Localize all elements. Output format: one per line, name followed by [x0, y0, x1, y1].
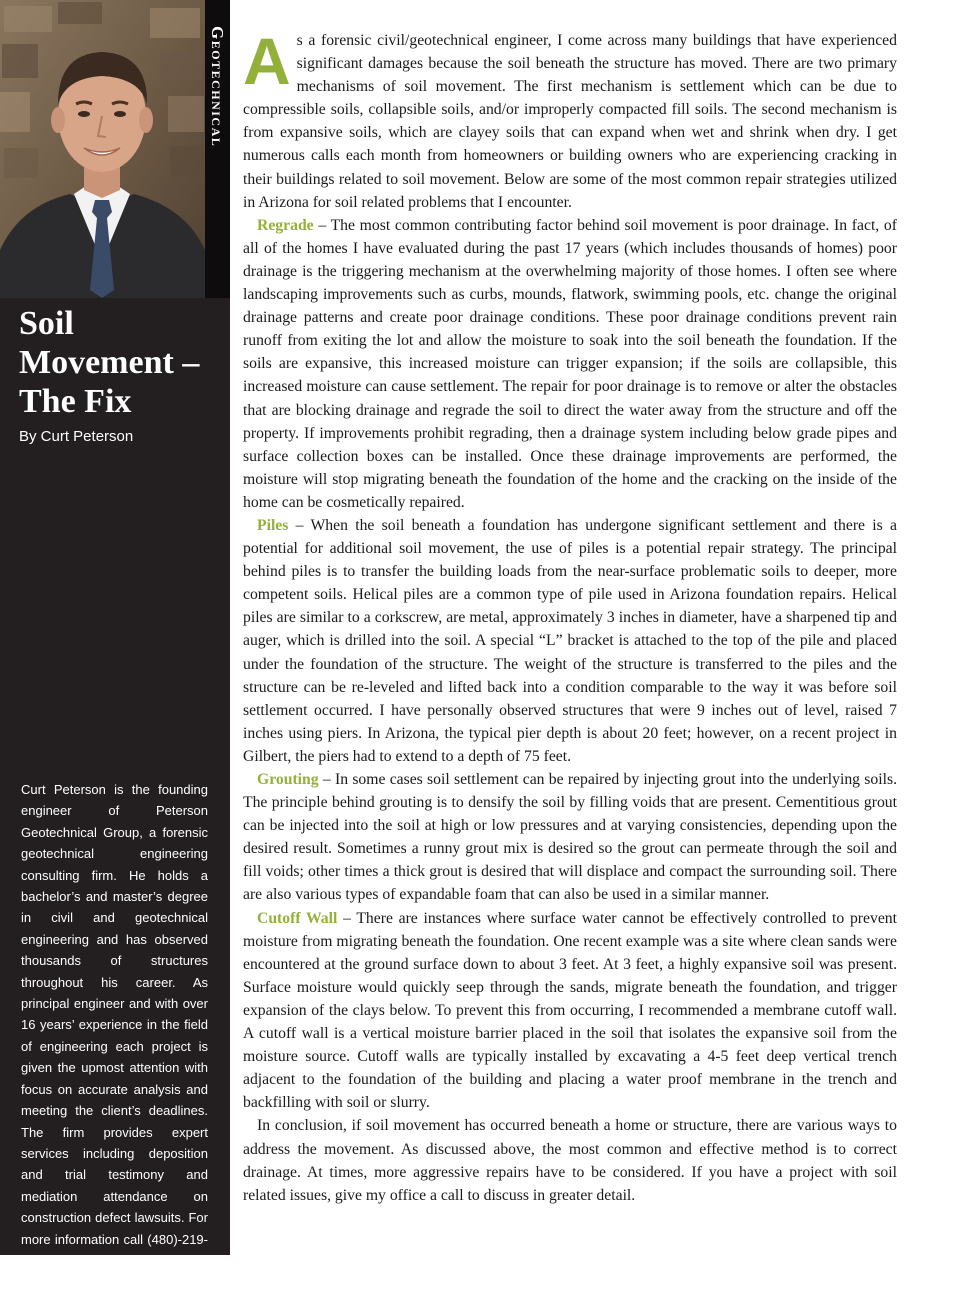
section-label: Geotechnical: [208, 26, 227, 148]
section-cutoff-wall: [243, 907, 897, 1115]
section-heading: Grouting: [257, 771, 319, 788]
conclusion-paragraph: [243, 1114, 897, 1206]
conclusion-text: In conclusion, if soil movement has occurred beneath a home or structure, there are various ways to address the movement. As discussed above, the most common and effective method is to correct drainage. At times, more aggressive repairs have to be considered. If you have a project with soil related issues, give my office a call to discuss in greater detail.: [243, 1117, 897, 1204]
sidebar: [0, 0, 230, 1290]
section-text: – There are instances where surface water cannot be effectively controlled to prevent moisture from migrating beneath the foundation. One recent example was a site where clean sands were encountered at the ground surface down to about 3 feet. At 3 feet, a highly expansive soil was present. Surface moisture would quickly seep through the sands, migrate beneath the foundation, and trigger expansion of the clays below. To prevent this from occurring, I recommended a membrane cutoff wall. A cutoff wall is a vertical moisture barrier placed in the soil that isolates the expansive soil from the moisture source. Cutoff walls are typically installed by excavating a 4-5 feet deep vertical trench adjacent to the foundation of the building and placing a water proof membrane in the trench and backfilling with soil or slurry.: [243, 909, 897, 1112]
section-heading: Piles: [257, 516, 289, 534]
author-bio-text: Curt Peterson is the founding engineer of Peterson Geotechnical Group, a forensic geotechnical engineering consulting firm. He holds a bachelor’s and master’s degree in civil and geotechnical engineering and has observed thousands of structures throughout his career. As principal engineer and with over 16 years’ experience in the field of engineering each project is given the upmost attention with focus on accurate analysis and meeting the client’s deadlines. The firm provides expert services including deposition and trial testimony and mediation attendance on construction defect lawsuits. For more information call (480)-219-0014 or visit the website, www.pgg-eng.com: [21, 782, 208, 1290]
section-grouting: [243, 768, 897, 907]
section-heading: Regrade: [257, 216, 314, 234]
author-bio: [21, 779, 208, 1293]
author-portrait-image: [0, 0, 205, 298]
article-body: [243, 24, 897, 1207]
author-photo: [0, 0, 205, 298]
title-line: The Fix: [19, 383, 132, 420]
section-regrade: [243, 214, 897, 514]
byline: By Curt Peterson: [19, 428, 134, 445]
section-piles: [243, 514, 897, 768]
title-line: Soil: [19, 305, 74, 342]
section-text: – In some cases soil settlement can be repaired by injecting grout into the underlying soils. The principle behind grouting is to densify the soil by filling voids that are present. Cementitious grout can be injected into the soil at high or low pressures and at varying consistencies, depending upon the desired result. Sometimes a runny grout mix is desired so the grout can permeate through the soil and fill voids; other times a thick grout is desired that will displace and compact the surrounding soil. There are also various types of expandable foam that can also be used in a similar manner.: [243, 771, 897, 904]
section-heading: Cutoff Wall: [257, 909, 338, 927]
intro-paragraph: [243, 24, 897, 214]
article-title: [19, 304, 224, 421]
section-tab: [205, 0, 230, 298]
title-line: Movement –: [19, 344, 200, 381]
section-text: – When the soil beneath a foundation has undergone significant settlement and there is a potential for additional soil movement, the use of piles is a potential repair strategy. The principal behind piles is to transfer the building loads from the near-surface problematic soils to deeper, more competent soils. Helical piles are a common type of pile used in Arizona foundation repairs. Helical piles are similar to a corkscrew, are metal, approximately 3 inches in diameter, have a sharpened tip and auger, which is drilled into the soil. A special “L” bracket is attached to the top of the pile and placed under the foundation of the structure. The weight of the structure is transferred to the piles and the structure can be re-leveled and lifted back into a condition comparable to the way it was before soil settlement occurred. I have personally observed structures that were 9 inches out of level, raised 7 inches using piers. In Arizona, the typical pier depth is about 20 feet; however, on a recent project in Gilbert, the piers had to extend to a depth of 75 feet.: [243, 516, 897, 765]
drop-cap: A: [243, 24, 291, 98]
intro-text: s a forensic civil/geotechnical engineer, I come across many buildings that have experienced significant damages because the soil beneath the structure has moved. There are two primary mechanisms of soil movement. The first mechanism is settlement which can be due to compressible soils, collapsible soils, and/or improperly compacted fill soils. The second mechanism is from expansive soils, which are clayey soils that can expand when wet and shrink when dry. I get numerous calls each month from homeowners or building owners who are experiencing cracking in their buildings related to soil movement. Below are some of the most common repair strategies utilized in Arizona for soil related problems that I encounter.: [243, 32, 897, 211]
section-text: – The most common contributing factor behind soil movement is poor drainage. In fact, of all of the homes I have evaluated during the past 17 years (which includes thousands of homes) poor drainage is the triggering mechanism at the overwhelming majority of those homes. I often see where landscaping improvements such as curbs, mounds, flatwork, swimming pools, etc. change the original drainage patterns and create poor drainage conditions. These poor drainage conditions prevent rain runoff from exiting the lot and allow the moisture to soak into the soil beneath the foundation. If the soils are expansive, this increased moisture can trigger expansion; if the soils are collapsible, this increased moisture can cause settlement. The repair for poor drainage is to remove or alter the obstacles that are blocking drainage and regrade the soil to direct the water away from the structure and off the property. If improvements prohibit regrading, then a drainage system including below grade pipes and surface collection boxes can be installed. Once these drainage improvements are performed, the moisture will stop migrating beneath the foundation of the home and the cracking on the inside of the home can be cosmetically repaired.: [243, 216, 897, 511]
